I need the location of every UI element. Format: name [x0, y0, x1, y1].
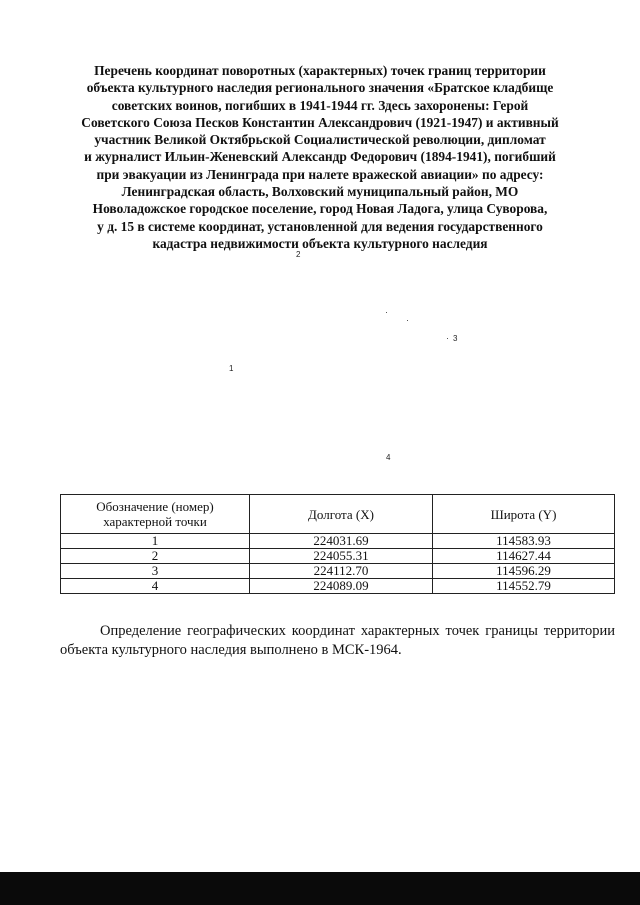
latitude-cell: 114627.44 — [433, 549, 615, 564]
column-header-point: Обозначение (номер) характерной точки — [61, 495, 250, 534]
heading-line: объекта культурного наследия регионального значения «Братское кладбище — [86, 80, 554, 96]
column-header-longitude: Долгота (X) — [250, 495, 433, 534]
heading-line: советских воинов, погибших в 1941-1944 гг. Здесь захоронены: Герой — [111, 97, 529, 113]
heading-line: участник Великой Октябрьской Социалистической революции, дипломат — [94, 132, 546, 148]
point-number-cell: 2 — [61, 549, 250, 564]
point-number-cell: 1 — [61, 534, 250, 549]
coordinates-table — [60, 494, 615, 594]
point-label-1: 1 — [229, 364, 234, 373]
point-number-cell: 4 — [61, 579, 250, 594]
heading-line: Советского Союза Песков Константин Александрович (1921-1947) и активный — [81, 114, 559, 130]
table-row — [61, 534, 615, 549]
heading-line: Перечень координат поворотных (характерных) точек границ территории — [94, 63, 546, 78]
longitude-cell: 224031.69 — [250, 534, 433, 549]
column-header-latitude: Широта (Y) — [433, 495, 615, 534]
latitude-cell: 114596.29 — [433, 564, 615, 579]
scan-border — [0, 872, 640, 905]
coordinate-system-note: Определение географических координат характерных точек границы территории объекта культурного наследия выполнено в МСК-1964. — [60, 622, 615, 658]
longitude-cell: 224112.70 — [250, 564, 433, 579]
latitude-cell: 114583.93 — [433, 534, 615, 549]
heading-line: кадастра недвижимости объекта культурного наследия — [152, 235, 488, 251]
heading-line: Новоладожское городское поселение, город Новая Ладога, улица Суворова, — [92, 201, 548, 217]
scan-speck — [447, 338, 448, 339]
longitude-cell: 224089.09 — [250, 579, 433, 594]
heading-line: и журналист Ильин-Женевский Александр Федорович (1894-1941), погибший — [84, 149, 556, 165]
point-number-cell: 3 — [61, 564, 250, 579]
table-row — [61, 549, 615, 564]
latitude-cell: 114552.79 — [433, 579, 615, 594]
point-label-3: 3 — [453, 334, 458, 343]
point-label-2: 2 — [296, 250, 301, 259]
longitude-cell: 224055.31 — [250, 549, 433, 564]
heading-line: Ленинградская область, Волховский муниципальный район, МО — [121, 184, 519, 200]
heading-line: при эвакуации из Ленинграда при налете вражеской авиации» по адресу: — [96, 166, 544, 182]
scan-speck — [386, 312, 387, 313]
table-row — [61, 564, 615, 579]
scan-speck — [407, 320, 408, 321]
heading-line: у д. 15 в системе координат, установленной для ведения государственного — [97, 218, 543, 234]
table-header-row — [61, 495, 615, 534]
document-heading — [60, 62, 580, 252]
point-label-4: 4 — [386, 453, 391, 462]
table-row — [61, 579, 615, 594]
